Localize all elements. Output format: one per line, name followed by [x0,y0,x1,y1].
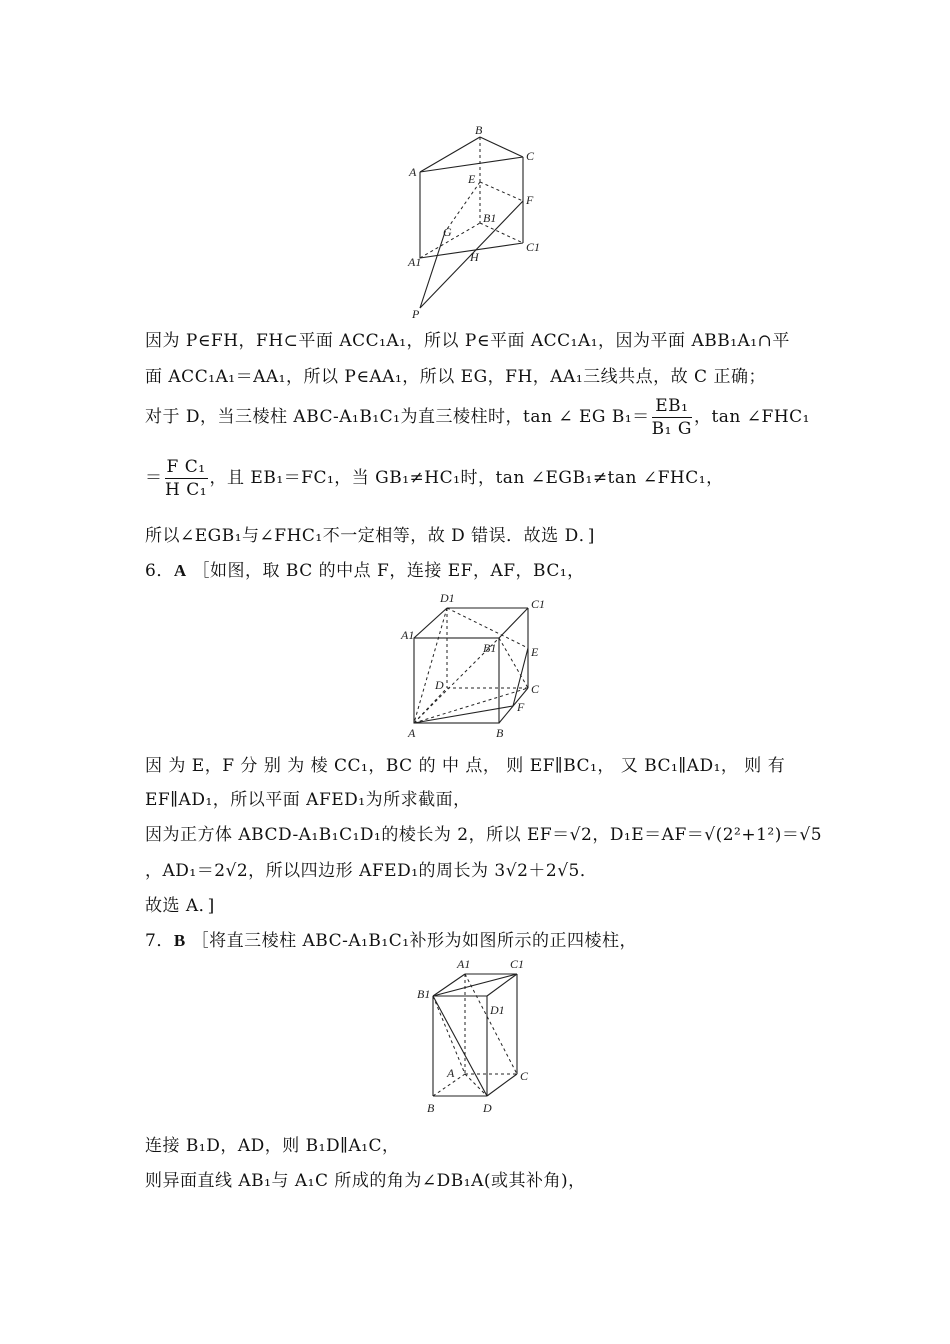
q7-number: 7． [145,931,174,951]
label-F: F [517,700,525,714]
label-A: A [408,726,416,740]
label-C1: C1 [531,597,546,611]
label-P: P [412,307,420,320]
q7-text: ［将直三棱柱 ABC-A₁B₁C₁补形为如图所示的正四棱柱， [191,931,638,951]
fraction-numerator: EB₁ [652,395,692,418]
question-7 [145,926,637,951]
line4-end: ，且 EB₁＝FC₁，当 GB₁≠HC₁时，tan ∠EGB₁≠tan ∠FHC₁， [209,468,724,488]
text-line-3 [145,395,810,440]
label-C: C [526,149,535,163]
fraction-denominator: H C₁ [164,480,208,500]
label-B: B [496,726,504,740]
label-G: G [443,225,452,239]
label-B1: B1 [483,641,497,655]
text-line-11: 故选 A．] [145,896,215,916]
label-B: B [475,123,483,137]
q6-answer: A [173,561,187,580]
figure-square-prism [410,958,540,1123]
label-A1: A1 [457,958,471,971]
line4-equals: ＝ [145,468,163,488]
text-line-14: 则异面直线 AB₁与 A₁C 所成的角为∠DB₁A(或其补角)， [145,1171,586,1191]
label-E: E [531,645,539,659]
label-C1: C1 [510,958,525,971]
line3-end: ，tan ∠FHC₁ [693,407,810,427]
text-line-8: EF∥AD₁，所以平面 AFED₁为所求截面， [145,790,471,810]
text-line-13: 连接 B₁D，AD，则 B₁D∥A₁C， [145,1136,400,1156]
label-D1: D1 [490,1003,505,1017]
figure-prism [400,120,560,320]
fraction-eb1-b1g [652,395,692,440]
fraction-denominator: B₁ G [651,419,692,439]
label-B1: B1 [417,987,431,1001]
label-D: D [483,1101,492,1115]
label-A1: A1 [408,255,422,269]
q6-text: ［如图，取 BC 的中点 F，连接 EF，AF，BC₁， [192,561,585,581]
text-line-4 [145,456,724,501]
label-C: C [531,682,540,696]
fraction-numerator: F C₁ [166,457,206,477]
text-line-2: 面 ACC₁A₁＝AA₁，所以 P∈AA₁，所以 EG，FH，AA₁三线共点，故 C 正确； [145,367,766,387]
label-B1: B1 [483,211,497,225]
fraction-fc1-hc1 [165,456,208,501]
label-H: H [470,250,479,264]
label-F: F [526,193,534,207]
line3-start: 对于 D，当三棱柱 ABC-A₁B₁C₁为直三棱柱时，tan ∠ EG B₁＝ [145,407,650,427]
q6-number: 6． [145,561,174,581]
label-D1: D1 [440,591,455,605]
q7-answer: B [173,931,186,950]
text-line-10: ，AD₁＝2√2，所以四边形 AFED₁的周长为 3√2＋2√5． [145,861,598,881]
label-C1: C1 [526,240,541,254]
label-D: D [435,678,444,692]
label-B: B [427,1101,435,1115]
question-6 [145,556,585,581]
text-line-7: 因 为 E，F 分 别 为 棱 CC₁，BC 的 中 点， 则 EF∥BC₁， 又 BC₁∥AD₁， 则 有 [145,756,786,776]
label-C: C [520,1069,529,1083]
label-A: A [447,1066,455,1080]
text-line-1: 因为 P∈FH，FH⊂平面 ACC₁A₁，所以 P∈平面 ACC₁A₁，因为平面 ABB₁A₁∩平 [145,331,790,351]
label-A1: A1 [401,628,415,642]
label-A: A [409,165,417,179]
text-line-5: 所以∠EGB₁与∠FHC₁不一定相等，故 D 错误．故选 D．] [145,526,595,546]
text-line-9: 因为正方体 ABCD-A₁B₁C₁D₁的棱长为 2，所以 EF＝√2，D₁E＝AF＝√(2²+1²)＝√5 [145,825,823,845]
figure-cube [398,588,558,743]
label-E: E [468,172,476,186]
